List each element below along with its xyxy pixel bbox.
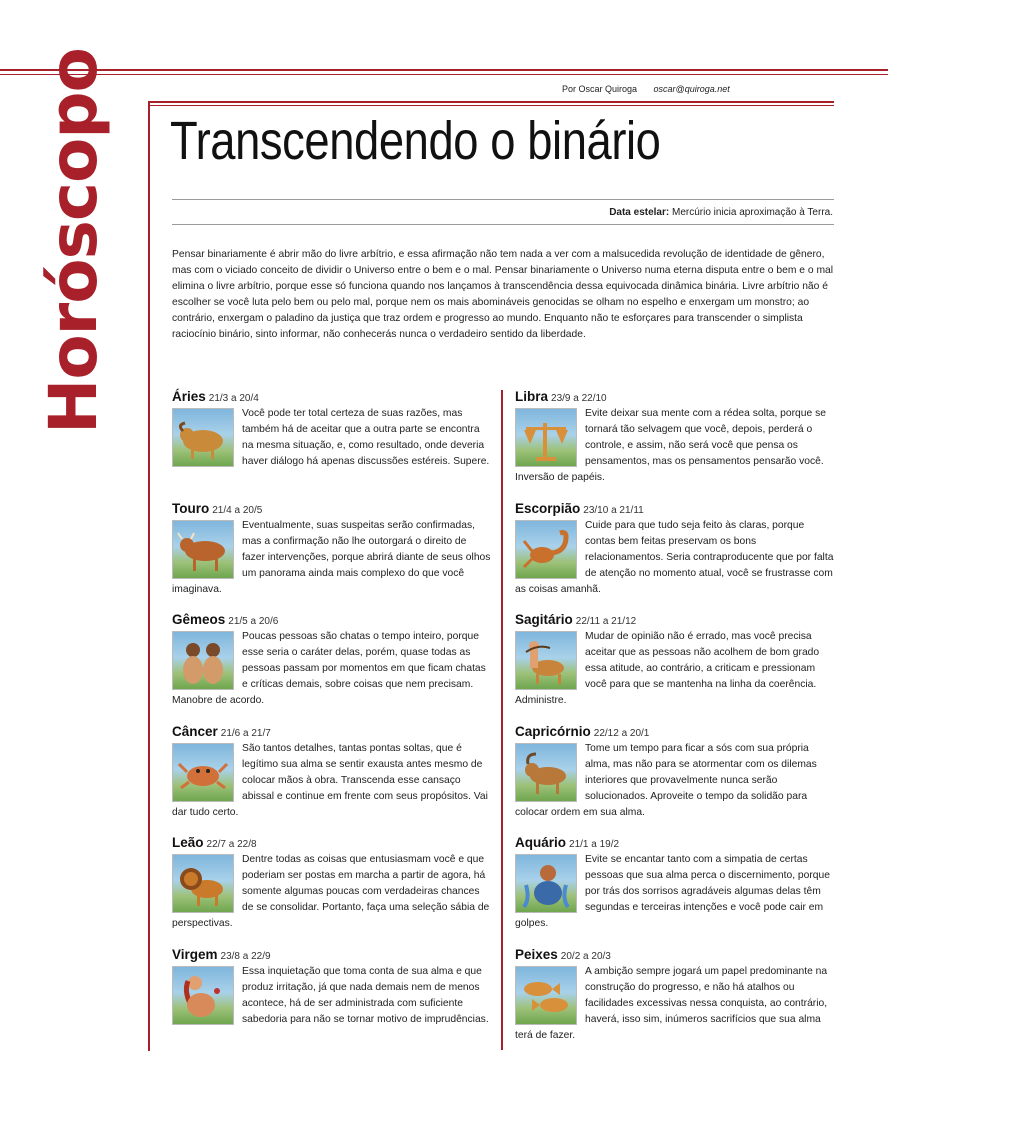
sign-header: [172, 722, 492, 741]
header-rule-thin: [148, 105, 834, 106]
sign-illustration: [515, 966, 577, 1025]
sign-header: [515, 722, 835, 741]
sign-dates: 23/10 a 21/11: [583, 504, 644, 516]
signs-column-left: [172, 387, 492, 1056]
sign-illustration: [515, 408, 577, 467]
sign-dates: 23/9 a 22/10: [551, 393, 607, 404]
sign-block-scorpio: [515, 499, 835, 611]
sign-text: São tantos detalhes, tantas pontas soltas, que é legítimo sua alma se sentir exausta antes mesmo de colocar mãos à obra. Transcenda esse cansaço abissal e continue em frente com seus propósitos. Vai dar tudo certo.: [172, 742, 488, 818]
sign-text: Evite deixar sua mente com a rédea solta, porque se tornará tão selvagem que você, depois, perderá o controle, e assim, não será você que pensa os pensamentos, mas os pensamentos pensarão você. Inversão de papéis.: [515, 408, 826, 483]
header-rule-thick: [148, 101, 834, 103]
sign-dates: 22/11 a 21/12: [575, 616, 637, 627]
sign-text: Poucas pessoas são chatas o tempo inteiro, porque esse seria o caráter delas, porém, quase todas as pessoas passam por momentos em que ficam chatas e críticas demais, sobre coisas que nem precisam. Manobre de acordo.: [172, 631, 486, 706]
sign-header: [172, 387, 492, 406]
sign-block-libra: [515, 387, 835, 499]
sign-header: [515, 610, 835, 629]
sign-text: Dentre todas as coisas que entusiasmam você e que poderiam ser postas em marcha a partir de agora, há somente algumas poucas com verdadeiras chances de se consolidar. Portanto, faça uma seleção sábia de perspectivas.: [172, 854, 490, 929]
sign-text: Cuide para que tudo seja feito às claras, porque contas bem feitas preservam os bons relacionamentos. Seria contraproducente que por falta de atenção no momento atual, você se frustrasse com as coisas amanhã.: [515, 519, 834, 595]
sign-name: Virgem: [172, 946, 218, 962]
scorpio-scorpion-illustration: [516, 521, 576, 578]
byline: [540, 84, 730, 94]
sign-text: Eventualmente, suas suspeitas serão confirmadas, mas a confirmação não lhe outorgará o direito de fazer intervenções, porque abrirá diante de seus olhos um panorama ainda mais complexo do que você imaginava.: [172, 519, 491, 595]
sign-block-sagittarius: [515, 610, 835, 722]
headline: Transcendendo o binário: [170, 111, 661, 171]
taurus-bull-illustration: [173, 521, 233, 578]
signs-column-right: [515, 387, 835, 1056]
section-title-text: Horóscopo: [35, 48, 112, 434]
sign-block-aries: [172, 387, 492, 499]
sign-header: [172, 945, 492, 964]
sign-name: Capricórnio: [515, 723, 591, 739]
sign-dates: 23/8 a 22/9: [220, 950, 271, 962]
sign-header: [515, 499, 835, 518]
sign-header: [515, 833, 835, 852]
sagittarius-centaur-illustration: [516, 632, 576, 689]
sign-header: [172, 610, 492, 629]
column-divider: [501, 390, 503, 1050]
capricorn-goat-illustration: [516, 744, 576, 801]
sign-block-leo: [172, 833, 492, 945]
sign-header: [515, 945, 835, 964]
sign-text: Mudar de opinião não é errado, mas você precisa aceitar que as pessoas não acolhem de bom grado essa atitude, ao contrário, a criticam e pressionam você para que se mantenha na linha da coerência. Administre.: [515, 631, 820, 706]
star-date: [609, 207, 833, 218]
sign-name: Escorpião: [515, 500, 581, 516]
headline-rule-top: [172, 199, 834, 200]
sign-name: Leão: [172, 835, 204, 850]
headline-rule-bottom: [172, 224, 834, 225]
sign-block-virgo: [172, 945, 492, 1057]
sign-illustration: [515, 631, 577, 690]
top-rule-thick: [0, 69, 888, 71]
sign-illustration: [515, 854, 577, 913]
sign-text: A ambição sempre jogará um papel predominante na construção do progresso, e não há atalhos ou facilidades excessivas nessa conquista, ao contrário, haverá, isso sim, inúmeros sacrifícios que sua alma terá de fazer.: [515, 965, 828, 1041]
sign-dates: 22/7 a 22/8: [206, 839, 257, 850]
section-title: [35, 48, 112, 434]
aquarius-water-bearer-illustration: [516, 855, 576, 912]
star-date-label: Data estelar:: [609, 207, 670, 218]
sign-name: Câncer: [172, 723, 218, 739]
sign-header: [172, 499, 492, 518]
sign-header: [172, 833, 492, 852]
sign-name: Aquário: [515, 835, 567, 850]
sign-illustration: [172, 408, 234, 467]
sign-illustration: [172, 631, 234, 690]
intro-paragraph: Pensar binariamente é abrir mão do livre arbítrio, e essa afirmação não tem nada a ver com a malsucedida revolução de identidade de gênero, mas com o viciado conceito de dividir o Universo entre o bem e o mal. Pensar binariamente o Universo numa eterna disputa entre o bem e o mal elimina o livre arbítrio, porque esse só funciona quando nos lançamos à transcendência dessa equivocada dinâmica binária. Livre arbítrio não é escolher se você luta pelo bem ou pelo mal, porque nem os mais abomináveis genocidas se olham no espelho e enxergam um monstro; ao contrário, enxergam o paladino da justiça que traz ordem e progresso ao mundo. Enquanto não te esforçares para transcender o simplista raciocínio binário, sinto informar, não conhecerás nunca o verdadeiro sentido da liberdade.: [172, 249, 834, 341]
pisces-fish-illustration: [516, 967, 576, 1024]
sign-block-aquarius: [515, 833, 835, 945]
cancer-crab-illustration: [173, 744, 233, 801]
libra-scales-illustration: [516, 409, 576, 466]
sign-dates: 21/5 a 20/6: [228, 616, 279, 627]
sign-dates: 21/3 a 20/4: [208, 393, 259, 404]
sign-dates: 21/4 a 20/5: [212, 504, 263, 516]
sign-block-taurus: [172, 499, 492, 611]
sign-block-gemini: [172, 610, 492, 722]
star-date-text: Mercúrio inicia aproximação à Terra.: [672, 207, 833, 218]
sign-illustration: [515, 520, 577, 579]
sign-text: Você pode ter total certeza de suas razões, mas também há de aceitar que a outra parte se encontra na mesma situação, e, como resultado, onde deveria haver diálogo há apenas discussões estéreis. Supere.: [242, 408, 490, 467]
virgo-maiden-illustration: [173, 967, 233, 1024]
gemini-twins-illustration: [173, 632, 233, 689]
byline-email: oscar@quiroga.net: [653, 84, 730, 94]
sign-illustration: [515, 743, 577, 802]
sign-dates: 21/1 a 19/2: [569, 839, 620, 850]
sign-block-pisces: [515, 945, 835, 1057]
sign-block-cancer: [172, 722, 492, 834]
sign-name: Libra: [515, 389, 549, 404]
sign-illustration: [172, 520, 234, 579]
top-rule-thin: [0, 74, 888, 75]
sign-text: Essa inquietação que toma conta de sua alma e que produz irritação, já que nada demais nem de menos acontece, há de ser administrada com suficiente sabedoria para não se tornar motivo de imprudências.: [242, 965, 489, 1025]
sign-name: Peixes: [515, 946, 558, 962]
sign-text: Tome um tempo para ficar a sós com sua própria alma, mas não para se atormentar com os dilemas interiores que provavelmente nunca serão solucionados. Aproveite o tempo da solidão para colocar ordem em sua alma.: [515, 742, 817, 818]
aries-ram-illustration: [173, 409, 233, 466]
left-vertical-rule: [148, 101, 150, 1051]
sign-text: Evite se encantar tanto com a simpatia de certas pessoas que sua alma perca o discernimento, porque por trás dos sorrisos agradáveis algumas delas têm segundas e terceiras intenções e você pode cair em golpes.: [515, 854, 830, 929]
sign-name: Áries: [172, 389, 206, 404]
sign-header: [515, 387, 835, 406]
sign-name: Touro: [172, 500, 210, 516]
sign-block-capricorn: [515, 722, 835, 834]
sign-name: Gêmeos: [172, 612, 226, 627]
sign-illustration: [172, 743, 234, 802]
sign-illustration: [172, 966, 234, 1025]
byline-author: Por Oscar Quiroga: [562, 84, 638, 94]
sign-name: Sagitário: [515, 612, 573, 627]
sign-dates: 21/6 a 21/7: [220, 727, 271, 739]
sign-illustration: [172, 854, 234, 913]
leo-lion-illustration: [173, 855, 233, 912]
sign-dates: 20/2 a 20/3: [560, 950, 611, 962]
sign-dates: 22/12 a 20/1: [593, 727, 650, 739]
